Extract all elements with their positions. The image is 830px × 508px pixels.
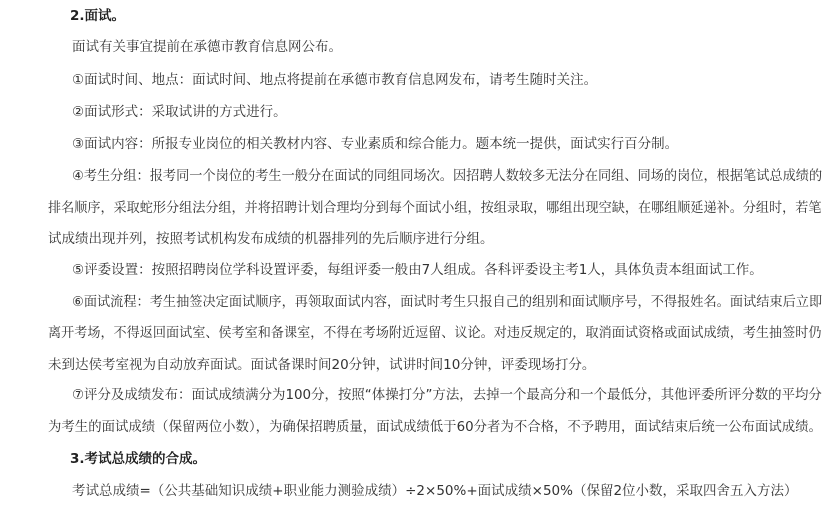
paragraph-line: ②面试形式：采取试讲的方式进行。 [72,104,287,120]
paragraph-line: 未到达侯考室视为自动放弃面试。面试备课时间20分钟，试讲时间10分钟，评委现场打分。 [48,357,596,373]
paragraph-line: ①面试时间、地点：面试时间、地点将提前在承德市教育信息网发布，请考生随时关注。 [72,72,598,88]
paragraph-line: 考试总成绩=（公共基础知识成绩+职业能力测验成绩）÷2×50%+面试成绩×50%（保留2位小数，采取四舍五入方法） [72,483,798,499]
paragraph-line: 试成绩出现并列，按照考试机构发布成绩的机器排列的先后顺序进行分组。 [48,231,494,247]
section-heading: 2.面试。 [70,8,126,24]
paragraph-line: ⑦评分及成绩发布：面试成绩满分为100分，按照“体操打分”方法，去掉一个最高分和一个最低分，其他评委所评分数的平均分 [72,387,822,403]
paragraph-line: 面试有关事宜提前在承德市教育信息网公布。 [72,39,342,55]
paragraph-line: 为考生的面试成绩（保留两位小数），为确保招聘质量，面试成绩低于60分者为不合格，不予聘用，面试结束后统一公布面试成绩。 [48,419,822,435]
paragraph-line: 离开考场，不得返回面试室、侯考室和备课室，不得在考场附近逗留、议论。对违反规定的，取消面试资格或面试成绩，考生抽签时仍 [48,325,822,341]
paragraph-line: ③面试内容：所报专业岗位的相关教材内容、专业素质和综合能力。题本统一提供，面试实行百分制。 [72,136,679,152]
paragraph-line: ⑥面试流程：考生抽签决定面试顺序，再领取面试内容，面试时考生只报自己的组别和面试顺序号，不得报姓名。面试结束后立即 [72,294,823,310]
paragraph-line: 排名顺序，采取蛇形分组法分组，并将招聘计划合理均分到每个面试小组，按组录取，哪组出现空缺，在哪组顺延递补。分组时，若笔 [48,200,822,216]
section-heading: 3.考试总成绩的合成。 [70,451,207,467]
paragraph-line: ④考生分组：报考同一个岗位的考生一般分在面试的同组同场次。因招聘人数较多无法分在同组、同场的岗位，根据笔试总成绩的 [72,168,823,184]
paragraph-line: ⑤评委设置：按照招聘岗位学科设置评委，每组评委一般由7人组成。各科评委设主考1人，具体负责本组面试工作。 [72,262,763,278]
